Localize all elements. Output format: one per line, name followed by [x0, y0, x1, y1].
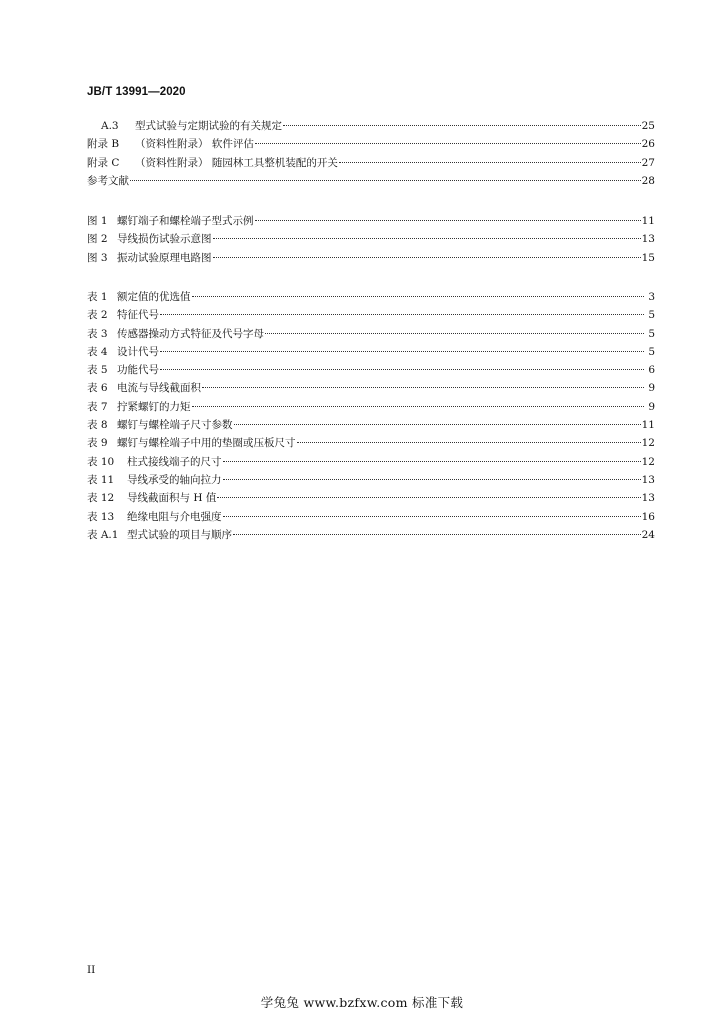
- toc-entry-page: 13: [641, 492, 655, 505]
- dot-leader: [255, 220, 641, 221]
- dot-leader: [202, 387, 644, 388]
- toc-entry-title: （资料性附录） 随园林工具整机装配的开关: [135, 156, 338, 169]
- page-number: II: [87, 964, 96, 976]
- dot-leader: [223, 479, 641, 480]
- toc-entry-title: 导线损伤试验示意图: [117, 233, 212, 246]
- toc-entry-page: 9: [648, 382, 655, 395]
- toc-entry-page: 13: [641, 473, 655, 486]
- watermark-text: 学兔兔 www.bzfxw.com 标准下载: [260, 995, 464, 1010]
- toc-figure-entries: [87, 212, 655, 267]
- toc-entry-title: 特征代号: [117, 309, 159, 322]
- toc-entry-page: 11: [641, 419, 655, 432]
- toc-entry-title: 螺钉与螺栓端子中用的垫圈或压板尺寸: [117, 437, 296, 450]
- dot-leader: [297, 442, 641, 443]
- dot-leader: [160, 351, 644, 352]
- toc-entry-page: 24: [641, 528, 655, 541]
- dot-leader: [160, 369, 644, 370]
- toc-entry-page: 28: [641, 174, 655, 187]
- toc-entry-title: （资料性附录） 软件评估: [135, 138, 254, 151]
- toc-entry[interactable]: [87, 508, 655, 526]
- dot-leader: [213, 238, 641, 239]
- toc-entry-number: 表 1: [87, 291, 108, 303]
- toc-entry-number: 表 3: [87, 327, 108, 340]
- toc-entry-number: 表 6: [87, 382, 108, 395]
- toc-entry[interactable]: [87, 117, 655, 135]
- toc-entry-page: 9: [648, 400, 655, 413]
- toc-entry-number: 表 4: [87, 345, 108, 358]
- toc-entry[interactable]: [87, 212, 655, 230]
- dot-leader: [265, 333, 644, 334]
- toc-entry[interactable]: [87, 306, 655, 324]
- toc-entry-number: 表 12: [87, 492, 115, 505]
- dot-leader: [234, 424, 641, 425]
- toc-entry-title: 额定值的优选值: [117, 291, 191, 303]
- toc-entry-title: 导线截面积与 H 值: [127, 492, 217, 505]
- toc-entry-title: 传感器操动方式特征及代号字母: [117, 327, 264, 340]
- toc-entry-title: 导线承受的轴向拉力: [127, 473, 222, 486]
- toc-entry-number: 图 2: [87, 233, 108, 246]
- dot-leader: [283, 125, 641, 126]
- toc-entry[interactable]: [87, 343, 655, 361]
- toc-entry[interactable]: [87, 325, 655, 343]
- dot-leader: [217, 497, 640, 498]
- toc-entry[interactable]: [87, 453, 655, 471]
- toc-entry-number: 图 3: [87, 251, 108, 264]
- toc-entry[interactable]: [87, 471, 655, 489]
- toc-entry-page: 12: [641, 455, 655, 468]
- toc-entry[interactable]: [87, 526, 655, 544]
- toc-entry-number: 表 5: [87, 364, 108, 377]
- dot-leader: [339, 162, 641, 163]
- toc-entry[interactable]: [87, 154, 655, 172]
- toc-entry-title: 型式试验与定期试验的有关规定: [135, 120, 282, 132]
- toc-entry-number: 表 2: [87, 309, 108, 322]
- toc-entry-title: 螺钉端子和螺栓端子型式示例: [117, 215, 254, 227]
- toc-entry-title: 拧紧螺钉的力矩: [117, 400, 191, 413]
- toc-entry[interactable]: [87, 416, 655, 434]
- toc-entry-page: 5: [648, 309, 655, 322]
- dot-leader: [223, 516, 641, 517]
- toc-entry[interactable]: [87, 489, 655, 507]
- toc-entry-number: 附录 C: [87, 156, 120, 169]
- toc-entry[interactable]: [87, 288, 655, 306]
- dot-leader: [223, 461, 641, 462]
- toc-entry-page: 5: [648, 345, 655, 358]
- dot-leader: [130, 180, 641, 181]
- toc-general-entries: [87, 117, 655, 190]
- toc-entry-number: 表 10: [87, 455, 115, 468]
- toc-entry-page: 26: [641, 138, 655, 151]
- toc-table-entries: [87, 288, 655, 544]
- toc-entry[interactable]: [87, 135, 655, 153]
- toc-entry-title: 振动试验原理电路图: [117, 251, 212, 264]
- toc-entry-number: A.3: [101, 120, 119, 132]
- dot-leader: [192, 406, 645, 407]
- toc-entry-title: 设计代号: [117, 345, 159, 358]
- toc-entry-number: 附录 B: [87, 138, 120, 151]
- toc-entry-page: 16: [641, 510, 655, 523]
- toc-entry-title: 型式试验的项目与顺序: [127, 528, 232, 541]
- dot-leader: [160, 314, 644, 315]
- toc-entry[interactable]: [87, 379, 655, 397]
- toc-entry-number: 表 11: [87, 473, 115, 486]
- toc-entry-title: 电流与导线截面积: [117, 382, 201, 395]
- toc-entry-number: 表 8: [87, 419, 108, 432]
- toc-entry-title: 螺钉与螺栓端子尺寸参数: [117, 419, 233, 432]
- toc-entry-number: 表 A.1: [87, 528, 119, 541]
- toc-entry-page: 12: [641, 437, 655, 450]
- toc-entry-page: 5: [648, 327, 655, 340]
- toc-entry[interactable]: [87, 434, 655, 452]
- dot-leader: [213, 257, 641, 258]
- toc-entry[interactable]: [87, 361, 655, 379]
- toc-entry[interactable]: [87, 398, 655, 416]
- document-code: JB/T 13991—2020: [87, 86, 186, 98]
- toc-entry[interactable]: [87, 249, 655, 267]
- toc-entry-page: 25: [641, 120, 655, 132]
- toc-entry-number: 表 7: [87, 400, 108, 413]
- toc-entry-number: 表 13: [87, 510, 115, 523]
- toc-entry-number: 表 9: [87, 437, 108, 450]
- toc-entry-page: 3: [648, 291, 655, 303]
- toc-entry-title: 功能代号: [117, 364, 159, 377]
- toc-entry-page: 13: [641, 233, 655, 246]
- toc-entry-number: 参考文献: [87, 174, 129, 187]
- toc-entry-page: 6: [648, 364, 655, 377]
- toc-entry-number: 图 1: [87, 215, 108, 227]
- toc-entry-page: 27: [641, 156, 655, 169]
- dot-leader: [192, 296, 645, 297]
- toc-entry[interactable]: [87, 230, 655, 248]
- dot-leader: [255, 143, 641, 144]
- toc-entry-page: 11: [641, 215, 655, 227]
- toc-entry-title: 绝缘电阻与介电强度: [127, 510, 222, 523]
- dot-leader: [233, 534, 641, 535]
- toc-entry[interactable]: [87, 172, 655, 190]
- toc-entry-title: 柱式接线端子的尺寸: [127, 455, 222, 468]
- toc-entry-page: 15: [641, 251, 655, 264]
